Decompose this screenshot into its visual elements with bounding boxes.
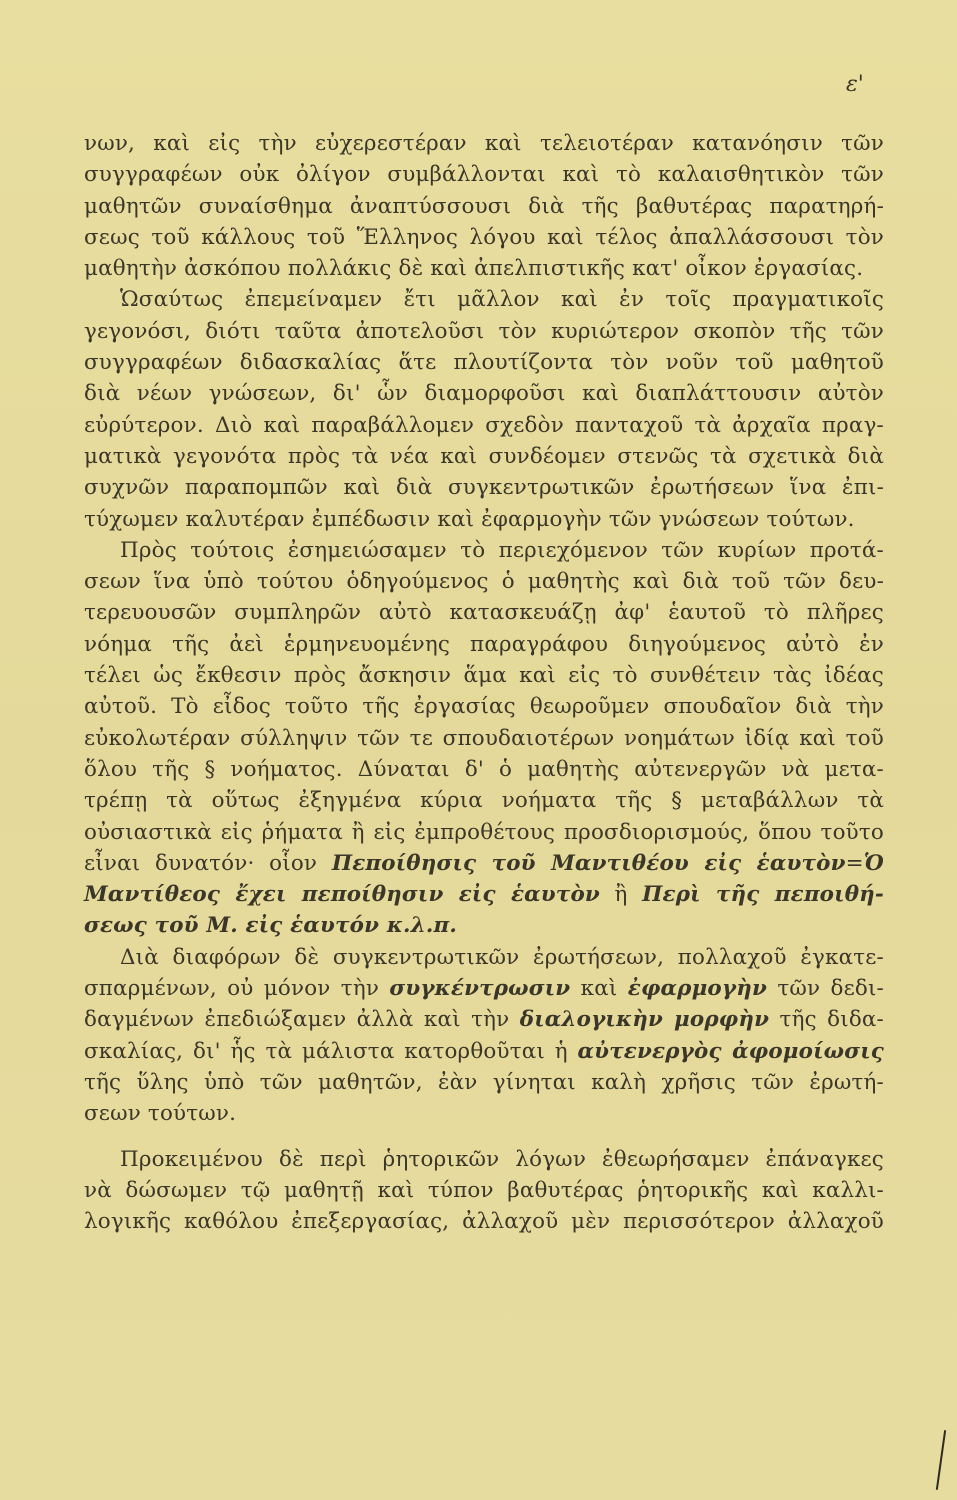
emphasis-text: Ὁ bbox=[863, 850, 884, 876]
text-line bbox=[84, 566, 884, 597]
text-span: σκαλίας, δι' ἧς τὰ μάλιστα κατορθοῦται ἡ bbox=[84, 1038, 578, 1064]
text-line bbox=[84, 1036, 884, 1067]
text-line bbox=[84, 1144, 884, 1175]
text-line bbox=[84, 284, 884, 315]
text-line bbox=[84, 1098, 884, 1129]
text-line bbox=[84, 1175, 884, 1206]
page-number: ε' bbox=[846, 72, 864, 97]
text-line bbox=[84, 879, 884, 910]
text-line bbox=[84, 191, 884, 222]
text-line bbox=[84, 754, 884, 785]
text-line bbox=[84, 253, 884, 284]
text-span: σεων τούτων. bbox=[84, 1101, 237, 1127]
text-line bbox=[84, 848, 884, 879]
text-span: ματικὰ γεγονότα πρὸς τὰ νέα καὶ συνδέομεν στενῶς τὰ σχετικὰ διὰ bbox=[84, 443, 884, 469]
text-span: μαθητὴν ἀσκόπου πολλάκις δὲ καὶ ἀπελπιστικῆς κατ' οἶκον ἐργασίας. bbox=[84, 256, 864, 282]
text-line bbox=[84, 347, 884, 378]
text-span: καὶ bbox=[570, 976, 628, 1002]
text-span: δαγμένων ἐπεδιώξαμεν ἀλλὰ καὶ τὴν bbox=[84, 1007, 520, 1033]
text-span: Πρὸς τούτοις ἐσημειώσαμεν τὸ περιεχόμενον τῶν κυρίων προτά- bbox=[120, 537, 884, 563]
text-line bbox=[84, 441, 884, 472]
text-line bbox=[84, 535, 884, 566]
text-line bbox=[84, 159, 884, 190]
text-span: λογικῆς καθόλου ἐπεξεργασίας, ἀλλαχοῦ μὲν περισσότερον ἀλλαχοῦ bbox=[84, 1209, 884, 1235]
emphasis-text: διαλογικὴν μορφὴν bbox=[519, 1007, 770, 1033]
text-span: εἶναι δυνατόν· οἷον bbox=[84, 850, 332, 876]
text-span: μαθητῶν συναίσθημα ἀναπτύσσουσι διὰ τῆς βαθυτέρας παρατηρή- bbox=[84, 193, 884, 219]
text-span: τῶν δεδι- bbox=[767, 976, 884, 1002]
text-span: συγγραφέων διδασκαλίας ἅτε πλουτίζοντα τὸν νοῦν τοῦ μαθητοῦ bbox=[84, 350, 884, 376]
text-line bbox=[84, 817, 884, 848]
text-line bbox=[84, 378, 884, 409]
text-line bbox=[84, 660, 884, 691]
emphasis-text: ἐφαρμογὴν bbox=[627, 976, 768, 1002]
text-span: εὐκολωτέραν σύλληψιν τῶν τε σπουδαιοτέρων νοημάτων ἰδίᾳ καὶ τοῦ bbox=[84, 725, 884, 751]
text-line bbox=[84, 128, 884, 159]
emphasis-text: συγκέντρωσιν bbox=[389, 976, 571, 1002]
text-span: νων, καὶ εἰς τὴν εὐχερεστέραν καὶ τελειοτέραν κατανόησιν τῶν bbox=[84, 131, 884, 156]
text-span: τῆς διδα- bbox=[769, 1007, 884, 1033]
text-line bbox=[84, 410, 884, 441]
text-line bbox=[84, 472, 884, 503]
text-line bbox=[84, 629, 884, 660]
text-span: τῆς ὕλης ὑπὸ τῶν μαθητῶν, ἐὰν γίνηται καλὴ χρῆσις τῶν ἐρωτή- bbox=[84, 1069, 884, 1095]
text-line bbox=[84, 316, 884, 347]
emphasis-text: σεως τοῦ Μ. εἰς ἑαυτόν κ.λ.π. bbox=[84, 913, 458, 939]
emphasis-text: Πεποίθησις τοῦ Μαντιθέου εἰς ἑαυτὸν bbox=[331, 850, 846, 876]
body-text bbox=[84, 128, 884, 1237]
text-span: οὐσιαστικὰ εἰς ῥήματα ἢ εἰς ἐμπροθέτους προσδιορισμούς, ὅπου τοῦτο bbox=[84, 819, 884, 845]
text-line bbox=[84, 504, 884, 535]
emphasis-text: αὐτενεργὸς ἀφομοίωσις bbox=[577, 1038, 884, 1064]
text-span: Προκειμένου δὲ περὶ ῥητορικῶν λόγων ἐθεωρήσαμεν ἐπάναγκες bbox=[120, 1146, 884, 1172]
text-line bbox=[84, 910, 884, 941]
text-span: τερευουσῶν συμπληρῶν αὐτὸ κατασκευάζῃ ἀφ' ἑαυτοῦ τὸ πλῆρες bbox=[84, 600, 884, 626]
text-span: Διὰ διαφόρων δὲ συγκεντρωτικῶν ἐρωτήσεων, πολλαχοῦ ἐγκατε- bbox=[120, 944, 884, 970]
text-span: τέλει ὡς ἔκθεσιν πρὸς ἄσκησιν ἅμα καὶ εἰς τὸ συνθέτειν τὰς ἰδέας bbox=[84, 663, 884, 689]
text-line bbox=[84, 1067, 884, 1098]
text-span: νόημα τῆς ἀεὶ ἑρμηνευομένης παραγράφου διηγούμενος αὐτὸ ἐν bbox=[84, 631, 884, 657]
text-span: εὐρύτερον. Διὸ καὶ παραβάλλομεν σχεδὸν πανταχοῦ τὰ ἀρχαῖα πραγ- bbox=[84, 412, 884, 438]
text-span: = bbox=[845, 850, 864, 876]
text-line bbox=[84, 691, 884, 722]
text-span: τύχωμεν καλυτέραν ἐμπέδωσιν καὶ ἐφαρμογὴν τῶν γνώσεων τούτων. bbox=[84, 506, 855, 532]
text-span: ὅλου τῆς § νοήματος. Δύναται δ' ὁ μαθητὴς αὐτενεργῶν νὰ μετα- bbox=[84, 756, 884, 782]
text-line bbox=[84, 723, 884, 754]
text-span: γεγονόσι, διότι ταῦτα ἀποτελοῦσι τὸν κυριώτερον σκοπὸν τῆς τῶν bbox=[84, 318, 884, 344]
text-span: σπαρμένων, οὐ μόνον τὴν bbox=[84, 976, 390, 1002]
emphasis-text: Περὶ τῆς πεποιθή- bbox=[642, 882, 884, 908]
text-line bbox=[84, 973, 884, 1004]
text-line bbox=[84, 222, 884, 253]
text-span: σεων ἵνα ὑπὸ τούτου ὁδηγούμενος ὁ μαθητὴς καὶ διὰ τοῦ τῶν δευ- bbox=[84, 569, 884, 595]
text-span: ἢ bbox=[599, 882, 643, 908]
text-span: τρέπῃ τὰ οὕτως ἐξηγμένα κύρια νοήματα τῆς § μεταβάλλων τὰ bbox=[84, 788, 884, 814]
emphasis-text: Μαντίθεος ἔχει πεποίθησιν εἰς ἑαυτὸν bbox=[84, 882, 600, 908]
text-line bbox=[84, 942, 884, 973]
text-line bbox=[84, 1004, 884, 1035]
margin-mark bbox=[936, 1430, 946, 1490]
text-line bbox=[84, 1206, 884, 1237]
text-span: διὰ νέων γνώσεων, δι' ὧν διαμορφοῦσι καὶ διαπλάττουσιν αὐτὸν bbox=[84, 381, 884, 407]
text-span: νὰ δώσωμεν τῷ μαθητῇ καὶ τύπον βαθυτέρας ῥητορικῆς καὶ καλλι- bbox=[84, 1177, 884, 1203]
text-span: αὐτοῦ. Τὸ εἶδος τοῦτο τῆς ἐργασίας θεωροῦμεν σπουδαῖον διὰ τὴν bbox=[84, 694, 884, 720]
text-span: συχνῶν παραπομπῶν καὶ διὰ συγκεντρωτικῶν ἐρωτήσεων ἵνα ἐπι- bbox=[84, 475, 884, 501]
text-span: σεως τοῦ κάλλους τοῦ Ἕλληνος λόγου καὶ τέλος ἀπαλλάσσουσι τὸν bbox=[84, 224, 884, 250]
text-line bbox=[84, 597, 884, 628]
text-line bbox=[84, 785, 884, 816]
text-span: συγγραφέων οὐκ ὀλίγον συμβάλλονται καὶ τὸ καλαισθητικὸν τῶν bbox=[84, 162, 884, 188]
text-span: Ὡσαύτως ἐπεμείναμεν ἔτι μᾶλλον καὶ ἐν τοῖς πραγματικοῖς bbox=[120, 287, 884, 313]
